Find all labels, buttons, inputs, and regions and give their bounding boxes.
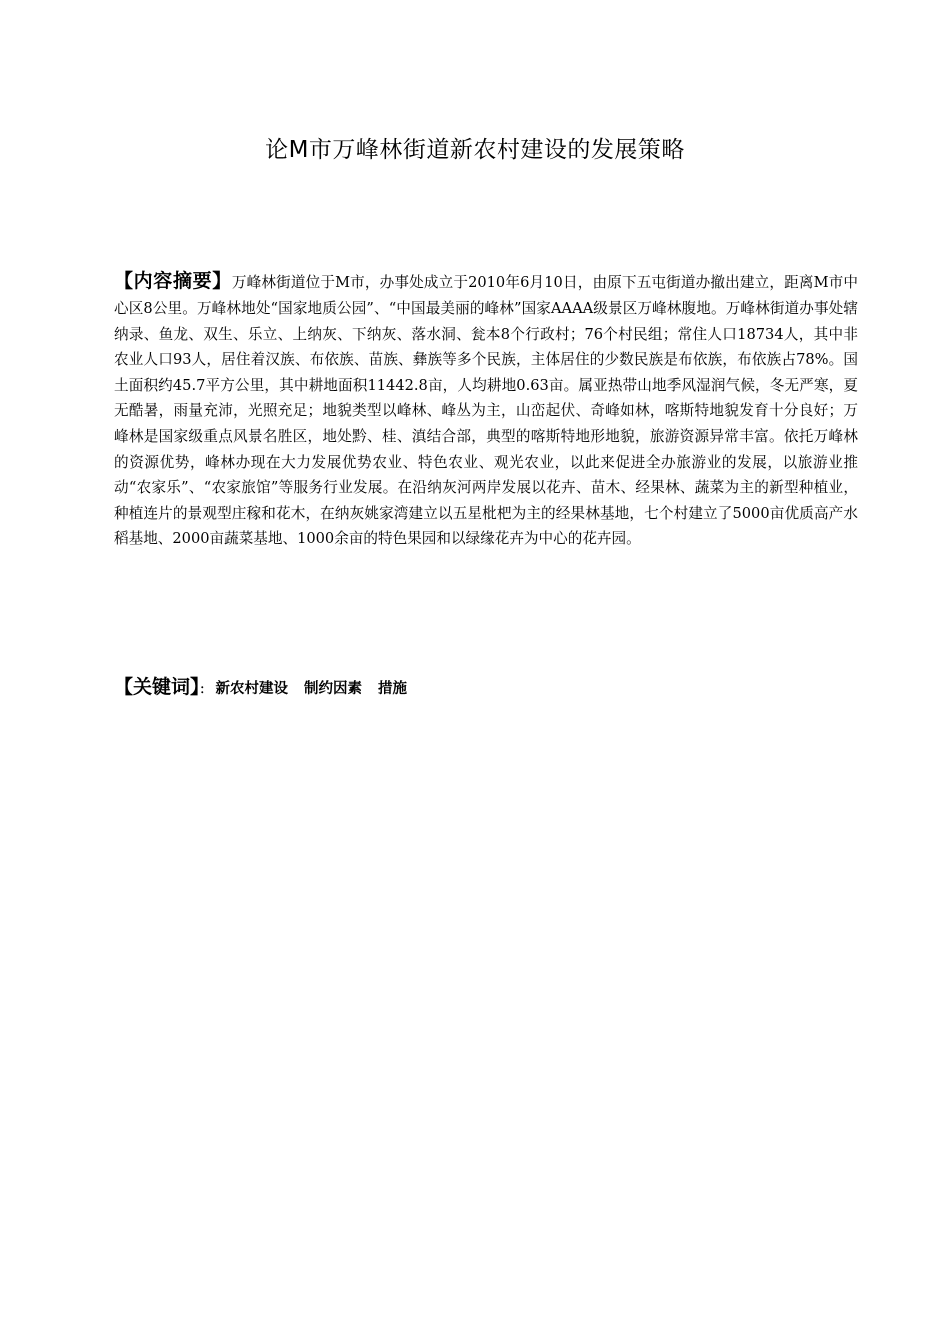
abstract-text: 万峰林街道位于M市，办事处成立于2010年6月10日，由原下五屯街道办撤出建立，距离M市中心区8公里。万峰林地处“国家地质公园”、“中国最美丽的峰林”国家AAAA级景区万峰林腹地。万峰林街道办事处辖纳录、鱼龙、双生、乐立、上纳灰、下纳灰、落水洞、瓮本8个行政村；76个村民组；常住人口18734人，其中非农业人口93人，居住着汉族、布依族、苗族、彝族等多个民族，主体居住的少数民族是布依族，布依族占78%。国土面积约45.7平方公里，其中耕地面积11442.8亩，人均耕地0.63亩。属亚热带山地季风湿润气候，冬无严寒，夏无酷暑，雨量充沛，光照充足；地貌类型以峰林、峰丛为主，山峦起伏、奇峰如林，喀斯特地貌发育十分良好；万峰林是国家级重点风景名胜区，地处黔、桂、滇结合部，典型的喀斯特地形地貌，旅游资源异常丰富。依托万峰林的资源优势，峰林办现在大力发展优势农业、特色农业、观光农业，以此来促进全办旅游业的发展，以旅游业推动“农家乐”、“农家旅馆”等服务行业发展。在沿纳灰河两岸发展以花卉、苗木、经果林、蔬菜为主的新型种植业，种植连片的景观型庄稼和花木，在纳灰姚家湾建立以五星枇杷为主的经果林基地，七个村建立了5000亩优质高产水稻基地、2000亩蔬菜基地、1000余亩的特色果园和以绿缘花卉为中心的花卉园。 <box>114 274 858 548</box>
keywords-label: 【关键词】 <box>114 676 200 698</box>
document-title: 论M市万峰林街道新农村建设的发展策略 <box>265 137 685 163</box>
keyword-item: 制约因素 <box>304 681 363 697</box>
keyword-item: 措施 <box>378 681 408 697</box>
keywords-line <box>114 672 858 702</box>
abstract-label: 【内容摘要】 <box>114 270 232 292</box>
keywords-colon: ： <box>199 682 212 696</box>
keyword-item: 新农村建设 <box>215 681 289 697</box>
abstract-paragraph <box>114 266 858 552</box>
